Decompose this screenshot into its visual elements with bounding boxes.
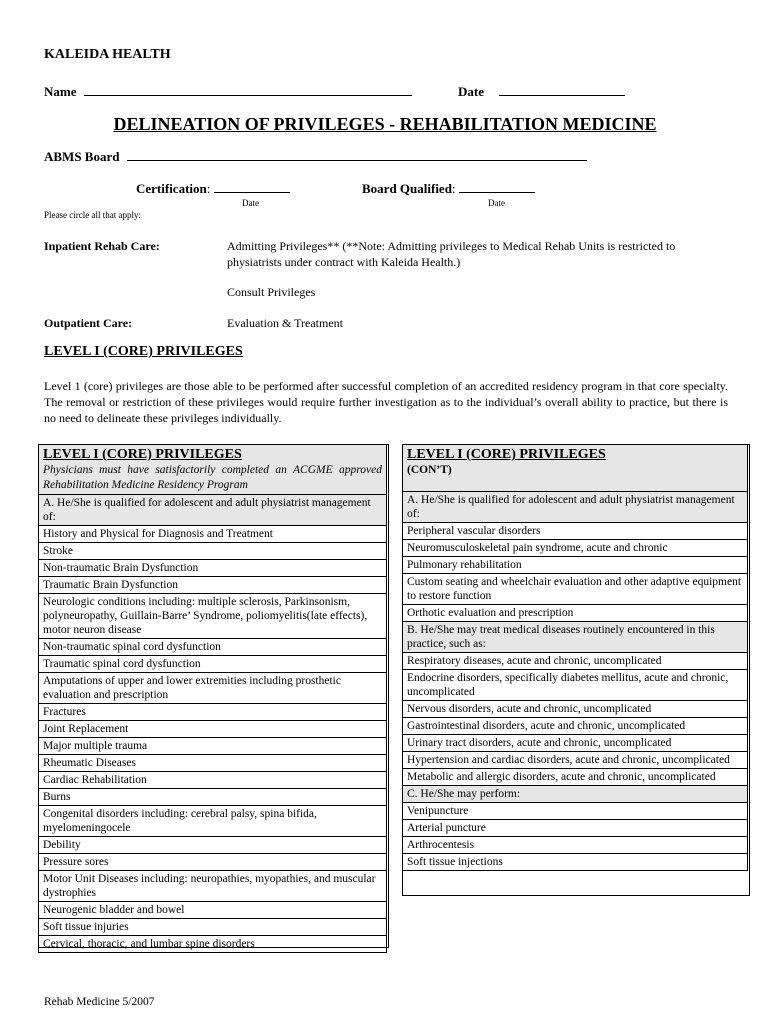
level1-section-title: LEVEL I (CORE) PRIVILEGES — [44, 344, 243, 359]
privilege-row[interactable]: Amputations of upper and lower extremities including prosthetic evaluation and prescription — [39, 673, 387, 704]
privilege-row[interactable]: Traumatic spinal cord dysfunction — [39, 656, 387, 673]
privilege-row[interactable]: Traumatic Brain Dysfunction — [39, 577, 387, 594]
privilege-row[interactable]: History and Physical for Diagnosis and Treatment — [39, 526, 387, 543]
consult-privileges[interactable]: Consult Privileges — [227, 285, 316, 299]
right-privileges-table — [402, 444, 748, 871]
privilege-row[interactable]: Neurogenic bladder and bowel — [39, 902, 387, 919]
privilege-row[interactable]: Nervous disorders, acute and chronic, uncomplicated — [403, 701, 748, 718]
certification-row: Certification: — [136, 180, 290, 197]
left-group-a: A. He/She is qualified for adolescent and adult physiatrist management of: — [39, 495, 387, 526]
right-group-c: C. He/She may perform: — [403, 786, 748, 803]
certification-label: Certification — [136, 181, 207, 196]
privilege-row[interactable]: Major multiple trauma — [39, 738, 387, 755]
certification-date-field[interactable] — [214, 180, 290, 193]
privilege-row[interactable]: Arterial puncture — [403, 820, 748, 837]
privilege-row[interactable]: Venipuncture — [403, 803, 748, 820]
outpatient-label: Outpatient Care: — [44, 316, 133, 330]
circle-note: Please circle all that apply: — [44, 210, 141, 220]
evaluation-treatment[interactable]: Evaluation & Treatment — [227, 316, 343, 330]
privilege-row[interactable]: Cardiac Rehabilitation — [39, 772, 387, 789]
privilege-row[interactable]: Urinary tract disorders, acute and chronic, uncomplicated — [403, 735, 748, 752]
privilege-row[interactable]: Neuromusculoskeletal pain syndrome, acute and chronic — [403, 540, 748, 557]
privilege-row[interactable]: Fractures — [39, 704, 387, 721]
privilege-row[interactable]: Gastrointestinal disorders, acute and chronic, uncomplicated — [403, 718, 748, 735]
privilege-row[interactable]: Endocrine disorders, specifically diabetes mellitus, acute and chronic, uncomplicated — [403, 670, 748, 701]
abms-label: ABMS Board — [44, 149, 120, 164]
certification-date-caption: Date — [242, 198, 259, 208]
privilege-row[interactable]: Soft tissue injections — [403, 854, 748, 871]
privilege-row[interactable]: Non-traumatic spinal cord dysfunction — [39, 639, 387, 656]
privilege-row[interactable]: Motor Unit Diseases including: neuropathies, myopathies, and muscular dystrophies — [39, 871, 387, 902]
left-table-frame — [38, 444, 389, 948]
privilege-row[interactable]: Respiratory diseases, acute and chronic, uncomplicated — [403, 653, 748, 670]
privilege-row[interactable]: Pressure sores — [39, 854, 387, 871]
privilege-row[interactable]: Debility — [39, 837, 387, 854]
privilege-row[interactable]: Cervical, thoracic, and lumbar spine disorders — [39, 936, 387, 953]
name-row — [44, 83, 412, 100]
privilege-row[interactable]: Neurologic conditions including: multiple sclerosis, Parkinsonism, polyneuropathy, Guillain-Barre’ Syndrome, poliomyelitis(late effects), motor neuron disease — [39, 594, 387, 639]
privilege-row[interactable]: Rheumatic Diseases — [39, 755, 387, 772]
name-label: Name — [44, 84, 77, 99]
right-group-b: B. He/She may treat medical diseases routinely encountered in this practice, such as: — [403, 622, 748, 653]
privilege-row[interactable]: Soft tissue injuries — [39, 919, 387, 936]
privilege-row[interactable]: Peripheral vascular disorders — [403, 523, 748, 540]
privilege-row[interactable]: Stroke — [39, 543, 387, 560]
abms-field[interactable] — [127, 148, 587, 161]
board-qualified-label: Board Qualified — [362, 181, 452, 196]
abms-row — [44, 148, 587, 165]
date-row — [458, 83, 625, 100]
privilege-row[interactable]: Arthrocentesis — [403, 837, 748, 854]
right-group-a: A. He/She is qualified for adolescent and adult physiatrist management of: — [403, 492, 748, 523]
privilege-row[interactable]: Pulmonary rehabilitation — [403, 557, 748, 574]
left-table-header: LEVEL I (CORE) PRIVILEGES Physicians must have satisfactorily completed an ACGME approved Rehabilitation Medicine Residency Program — [39, 445, 387, 495]
date-field[interactable] — [499, 83, 625, 96]
organization-name: KALEIDA HEALTH — [44, 47, 171, 62]
privilege-row[interactable]: Metabolic and allergic disorders, acute and chronic, uncomplicated — [403, 769, 748, 786]
board-qualified-date-field[interactable] — [459, 180, 535, 193]
privilege-row[interactable]: Custom seating and wheelchair evaluation and other adaptive equipment to restore function — [403, 574, 748, 605]
left-privileges-table — [38, 444, 387, 953]
footer-text: Rehab Medicine 5/2007 — [44, 996, 155, 1008]
privilege-row[interactable]: Congenital disorders including: cerebral palsy, spina bifida, myelomeningocele — [39, 806, 387, 837]
privilege-row[interactable]: Hypertension and cardiac disorders, acute and chronic, uncomplicated — [403, 752, 748, 769]
right-table-header: LEVEL I (CORE) PRIVILEGES (CON’T) — [403, 445, 748, 492]
date-label: Date — [458, 84, 484, 99]
privilege-row[interactable]: Burns — [39, 789, 387, 806]
name-field[interactable] — [84, 83, 412, 96]
board-qualified-date-caption: Date — [488, 198, 505, 208]
admitting-privileges[interactable]: Admitting Privileges** (**Note: Admitting privileges to Medical Rehab Units is restricted to physiatrists under contract with Kaleida Health.) — [227, 239, 676, 269]
page-title: DELINEATION OF PRIVILEGES - REHABILITATION MEDICINE — [113, 114, 657, 134]
privilege-row[interactable]: Joint Replacement — [39, 721, 387, 738]
inpatient-label: Inpatient Rehab Care: — [44, 239, 160, 253]
privilege-row[interactable]: Orthotic evaluation and prescription — [403, 605, 748, 622]
right-table-frame — [402, 444, 750, 896]
level1-paragraph: Level 1 (core) privileges are those able to be performed after successful completion of an accredited residency program in that core specialty. The removal or restriction of these privileges would require further investigation as to the individual’s overall ability to practice, but there is no need to delineate these privileges individually. — [44, 379, 728, 425]
privilege-row[interactable]: Non-traumatic Brain Dysfunction — [39, 560, 387, 577]
board-qualified-row: Board Qualified: — [362, 180, 535, 197]
